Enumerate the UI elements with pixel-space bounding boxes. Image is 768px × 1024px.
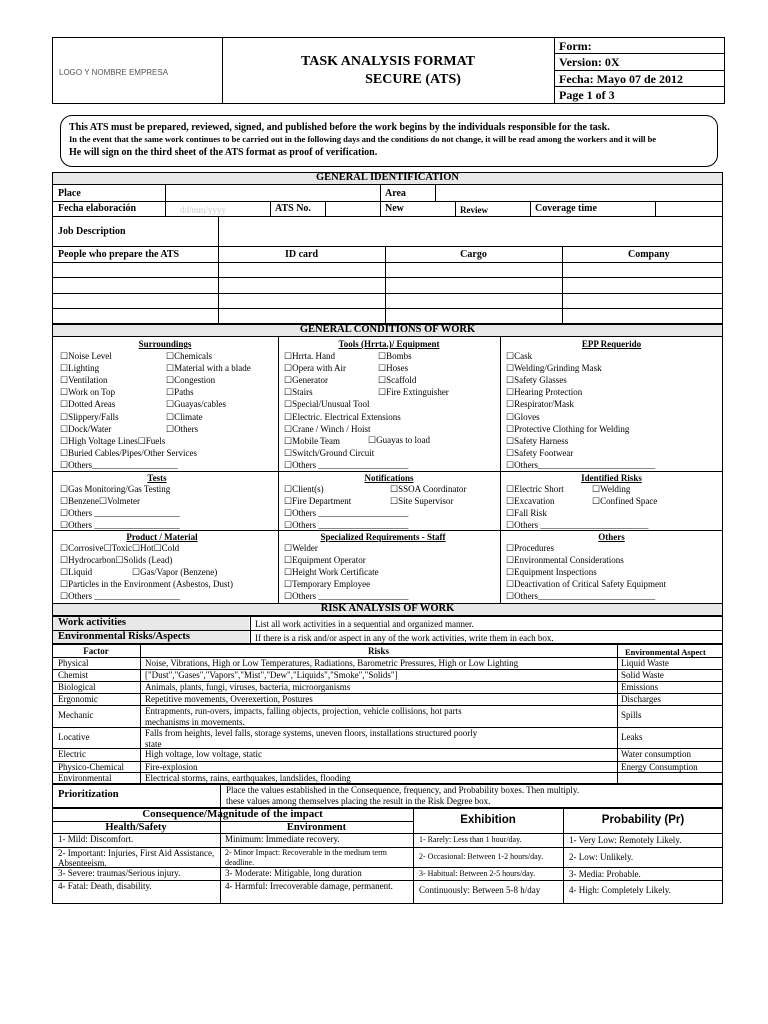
epp-item-3[interactable]: ☐Hearing Protection: [506, 387, 583, 398]
risk-factor-name: Environmental: [58, 773, 112, 783]
notifications-title: Notifications: [364, 473, 414, 483]
job-description-label: Job Description: [58, 226, 126, 237]
notif-item-2[interactable]: ☐Others ____________________: [284, 508, 409, 518]
oth-item-4[interactable]: ☐Others__________________________: [506, 591, 656, 601]
prod-item-0[interactable]: ☐Corrosive☐Toxic☐Hot☐Cold: [60, 543, 180, 553]
oth-item-0[interactable]: ☐Procedures: [506, 543, 555, 553]
surr-item-5[interactable]: ☐Slippery/Falls: [60, 411, 119, 422]
health-safety-item: 1- Mild: Discomfort.: [58, 834, 134, 844]
surr-item-9[interactable]: ☐Others___________________: [60, 459, 178, 470]
product-material-title: Product / Material: [126, 532, 198, 542]
tests-title: Tests: [147, 473, 167, 483]
risks-item-1[interactable]: ☐Excavation: [506, 496, 555, 506]
tools2-item-1[interactable]: ☐Hoses: [378, 363, 409, 374]
surr-item-6[interactable]: ☐Dock/Water: [60, 423, 112, 434]
surr2-item-1[interactable]: ☐Material with a blade: [166, 363, 251, 374]
tools-item-8[interactable]: ☐Switch/Ground Circuit: [284, 447, 375, 458]
gi-title: GENERAL IDENTIFICATION: [315, 172, 460, 183]
risks-item-3[interactable]: ☐Others ________________________: [506, 520, 649, 530]
environment-item: 2- Minor Impact: Recoverable in the medium term deadline.: [225, 848, 387, 867]
risk-factor-name: Physico-Chemical: [58, 762, 124, 772]
epp-item-2[interactable]: ☐Safety Glasses: [506, 375, 567, 386]
tools-item-5[interactable]: ☐Electric. Electrical Extensions: [284, 411, 401, 422]
gc-title: GENERAL CONDITIONS OF WORK: [299, 324, 476, 335]
risk-factor-risks: ["Dust","Gases","Vapors","Mist","Dew","Liquids","Smoke","Solids"]: [145, 670, 398, 680]
prod-item-1[interactable]: ☐Hydrocarbon☐Solids (Lead): [60, 555, 173, 565]
risk-factor-name: Physical: [58, 658, 89, 668]
risk-factor-env-aspect: Emissions: [621, 682, 659, 692]
surr2-item-2[interactable]: ☐Congestion: [166, 375, 216, 386]
tools-item-9[interactable]: ☐Others ____________________: [284, 459, 409, 470]
surr2-item-4[interactable]: ☐Guayas/cables: [166, 399, 227, 410]
risk-factor-name: Biological: [58, 682, 96, 692]
env-risks-desc: If there is a risk and/or aspect in any of the work activities, write them in each box.: [255, 633, 554, 643]
oth-item-3[interactable]: ☐Deactivation of Critical Safety Equipment: [506, 579, 667, 589]
notice-box: [60, 115, 718, 167]
environment-item: 4- Harmful: Irrecoverable damage, permanent.: [225, 881, 393, 891]
epp-item-0[interactable]: ☐Cask: [506, 351, 533, 361]
area-label: Area: [385, 188, 406, 199]
risk-factor-risks: Fire-explosion: [145, 762, 198, 772]
exhibition-header: Exhibition: [460, 814, 516, 826]
fecha-elaboracion-label: Fecha elaboración: [58, 203, 137, 214]
date-field[interactable]: dd/mm/yyyy: [180, 205, 227, 215]
id-card-header: ID card: [284, 249, 319, 260]
tools-item-4[interactable]: ☐Special/Unusual Tool: [284, 399, 370, 410]
tools-item-7[interactable]: ☐Mobile Team: [284, 435, 341, 446]
form-label: Form:: [555, 38, 725, 54]
consequence-header: Consequence/Magnitude of the impact: [142, 808, 323, 820]
surr2-item-5[interactable]: ☐Climate: [166, 411, 203, 422]
spec-item-1[interactable]: ☐Equipment Operator: [284, 555, 366, 565]
tests-item-0[interactable]: ☐Gas Monitoring/Gas Testing: [60, 484, 171, 494]
tools2-item-2[interactable]: ☐Scaffold: [378, 375, 417, 386]
epp-title: EPP Requerido: [581, 339, 642, 349]
tests-item-1[interactable]: ☐Benzene☐Volmeter: [60, 496, 140, 506]
risk-factor-risks: Entrapments, run-overs, impacts, falling objects, projection, vehicle collisions, hot parts mechanisms in movements.: [145, 706, 462, 727]
ra-title: RISK ANALYSIS OF WORK: [320, 603, 455, 614]
health-safety-item: 3- Severe: traumas/Serious injury.: [58, 868, 181, 878]
risk-factor-name: Locative: [58, 732, 90, 742]
exhibition-item: 3- Habitual: Between 2-5 hours/day.: [419, 869, 536, 878]
specialized-requirements-title: Specialized Requirements - Staff: [320, 532, 446, 542]
factor-header: Factor: [83, 646, 109, 656]
environment-item: Minimum: Immediate recovery.: [225, 834, 340, 844]
tools-item-3[interactable]: ☐Stairs: [284, 387, 313, 398]
environment-header: Environment: [286, 822, 347, 833]
page-label: Page 1 of 3: [559, 87, 615, 102]
probability-item: 1- Very Low: Remotely Likely.: [569, 835, 682, 845]
job-description-field[interactable]: [219, 217, 722, 245]
probability-header: Probability (Pr): [601, 814, 685, 826]
tools2-item-3[interactable]: ☐Fire Extinguisher: [378, 387, 449, 398]
risk-factor-name: Chemist: [58, 670, 89, 680]
document-header: [52, 37, 725, 104]
tests-item-2[interactable]: ☐Others ___________________: [60, 508, 180, 518]
environment-item: 3- Moderate: Mitigable, long duration: [225, 868, 362, 878]
notif-item-3[interactable]: ☐Others ____________________: [284, 520, 409, 530]
risk-factor-risks: Electrical storms, rains, earthquakes, landslides, flooding: [145, 773, 351, 783]
risk-factor-risks: Noise, Vibrations, High or Low Temperatures, Radiations, Barometric Pressures, High or Low Lighting: [145, 658, 519, 668]
oth-item-1[interactable]: ☐Environmental Considerations: [506, 555, 624, 565]
surr-item-0[interactable]: ☐Noise Level: [60, 351, 112, 361]
epp-item-1[interactable]: ☐Welding/Grinding Mask: [506, 363, 602, 374]
risks2-item-0[interactable]: ☐Welding: [592, 484, 631, 494]
surr-item-2[interactable]: ☐Ventilation: [60, 375, 108, 386]
risk-factor-risks: Falls from heights, level falls, storage systems, uneven floors, installations structured poorly state: [145, 728, 478, 749]
others-title: Others: [598, 532, 625, 542]
checkbox-guayas-load[interactable]: ☐Guayas to load: [368, 435, 431, 445]
risk-factor-name: Ergonomic: [58, 694, 98, 704]
risk-factor-name: Mechanic: [58, 710, 94, 720]
place-field[interactable]: [166, 186, 379, 200]
version-label: Version: 0X: [555, 54, 725, 70]
spec-item-3[interactable]: ☐Temporary Employee: [284, 579, 371, 589]
exhibition-item: 2- Occasional: Between 1-2 hours/day.: [419, 852, 544, 861]
notif-item-0[interactable]: ☐Client(s): [284, 484, 324, 494]
surr-item-3[interactable]: ☐Work on Top: [60, 387, 116, 398]
risks-item-2[interactable]: ☐Fall Risk: [506, 508, 547, 518]
notice-line-1: This ATS must be prepared, reviewed, signed, and published before the work begins by the individuals responsible for the task.: [69, 122, 610, 133]
surr-item-4[interactable]: ☐Dotted Areas: [60, 399, 116, 410]
date-label: Fecha: Mayo 07 de 2012: [555, 71, 725, 87]
risk-factor-env-aspect: Leaks: [621, 732, 643, 742]
oth-item-2[interactable]: ☐Equipment Inspections: [506, 567, 597, 577]
epp-item-9[interactable]: ☐Others__________________________: [506, 459, 656, 470]
identified-risks-title: Identified Risks: [581, 473, 642, 483]
company-header: Company: [628, 249, 670, 260]
surr2-item-3[interactable]: ☐Paths: [166, 387, 194, 398]
risks2-item-1[interactable]: ☐Confined Space: [592, 496, 658, 506]
risk-factor-name: Electric: [58, 749, 86, 759]
risks-item-0[interactable]: ☐Electric Short: [506, 484, 564, 494]
prod-item-2[interactable]: ☐Liquid: [60, 567, 93, 577]
coverage-time-label: Coverage time: [535, 203, 597, 214]
form-info: [554, 38, 725, 103]
risk-factor-risks: High voltage, low voltage, static: [145, 749, 262, 759]
tools-title: Tools (Hrrta.)/ Equipment: [338, 339, 440, 349]
prod-item-4[interactable]: ☐Others ___________________: [60, 591, 180, 601]
probability-item: 2- Low: Unlikely.: [569, 852, 634, 862]
prioritization-desc-2: these values among themselves placing the result in the Risk Degree box.: [226, 796, 491, 806]
cargo-header: Cargo: [460, 249, 487, 260]
prod-item-3[interactable]: ☐Particles in the Environment (Asbestos, Dust): [60, 579, 234, 589]
spec-item-0[interactable]: ☐Welder: [284, 543, 318, 553]
risk-factor-risks: Repetitive movements, Overexertion, Postures: [145, 694, 313, 704]
surr-item-1[interactable]: ☐Lighting: [60, 363, 100, 374]
risk-factor-env-aspect: Spills: [621, 710, 642, 720]
risk-factor-env-aspect: Energy Consumption: [621, 762, 698, 772]
company-logo-placeholder: LOGO Y NOMBRE EMPRESA: [53, 38, 223, 103]
health-safety-header: Health/Safety: [105, 822, 167, 833]
tools-item-0[interactable]: ☐Hrrta. Hand: [284, 351, 336, 361]
tools-item-2[interactable]: ☐Generator: [284, 375, 329, 386]
prioritization-label: Prioritization: [58, 789, 119, 800]
new-label: New: [385, 203, 404, 214]
place-label: Place: [58, 188, 81, 199]
epp-item-6[interactable]: ☐Protective Clothing for Welding: [506, 423, 630, 434]
people-label: People who prepare the ATS: [58, 249, 180, 260]
risk-factor-env-aspect: Discharges: [621, 694, 661, 704]
review-label: Review: [460, 205, 488, 215]
exhibition-item: Continuously: Between 5-8 h/day: [419, 885, 541, 895]
risk-factor-env-aspect: Liquid Waste: [621, 658, 669, 668]
document-subtitle: SECURE (ATS): [365, 72, 461, 87]
checkbox-gas-vapor[interactable]: ☐Gas/Vapor (Benzene): [132, 567, 218, 577]
surr2-item-0[interactable]: ☐Chemicals: [166, 351, 213, 361]
epp-item-8[interactable]: ☐Safety Footwear: [506, 447, 574, 458]
risk-factor-risks: Animals, plants, fungi, viruses, bacteria, microorganisms: [145, 682, 351, 692]
work-activities-desc: List all work activities in a sequential and organized manner.: [255, 619, 474, 629]
probability-item: 3- Media: Probable.: [569, 869, 641, 879]
notice-line-2: In the event that the same work continues to be carried out in the following days and the conditions do not change, it will be read among the workers and it will be: [69, 134, 657, 144]
notif2-item-0[interactable]: ☐SSOA Coordinator: [390, 484, 467, 494]
spec-item-4[interactable]: ☐Others ____________________: [284, 591, 409, 601]
risk-factor-env-aspect: Solid Waste: [621, 670, 664, 680]
risks-header: Risks: [367, 646, 389, 656]
risk-factor-env-aspect: Water consumption: [621, 749, 692, 759]
surr-item-7[interactable]: ☐High Voltage Lines☐Fuels: [60, 435, 166, 446]
notif-item-1[interactable]: ☐Fire Department: [284, 496, 352, 506]
notif2-item-1[interactable]: ☐Site Supervisor: [390, 496, 454, 506]
epp-item-5[interactable]: ☐Gloves: [506, 411, 540, 422]
document-title: TASK ANALYSIS FORMAT: [300, 54, 475, 69]
work-activities-label: Work activities: [58, 617, 126, 628]
prioritization-desc-1: Place the values established in the Consequence, frequency, and Probability boxes. Then multiply.: [226, 785, 580, 795]
surroundings-title: Surroundings: [138, 339, 192, 349]
surr-item-8[interactable]: ☐Buried Cables/Pipes/Other Services: [60, 447, 198, 458]
spec-item-2[interactable]: ☐Height Work Certificate: [284, 567, 379, 577]
probability-item: 4- High: Completely Likely.: [569, 885, 671, 895]
ats-no-label: ATS No.: [275, 203, 311, 214]
surr2-item-6[interactable]: ☐Others: [166, 423, 199, 434]
exhibition-item: 1- Rarely: Less than 1 hour/day.: [419, 835, 522, 844]
tests-item-3[interactable]: ☐Others ___________________: [60, 520, 180, 530]
health-safety-item: 2- Important: Injuries, First Aid Assistance, Absenteeism.: [58, 848, 215, 868]
tools-item-6[interactable]: ☐Crane / Winch / Hoist: [284, 423, 371, 434]
health-safety-item: 4- Fatal: Death, disability.: [58, 881, 152, 891]
area-field[interactable]: [436, 186, 722, 200]
tools-item-1[interactable]: ☐Opera with Air: [284, 363, 347, 374]
epp-item-4[interactable]: ☐Respirator/Mask: [506, 399, 575, 410]
notice-line-3: He will sign on the third sheet of the ATS format as proof of verification.: [69, 147, 378, 158]
env-risks-label: Environmental Risks/Aspects: [58, 631, 190, 642]
env-aspect-header: Environmental Aspect: [625, 647, 706, 657]
tools2-item-0[interactable]: ☐Bombs: [378, 351, 412, 361]
epp-item-7[interactable]: ☐Safety Harness: [506, 435, 569, 446]
